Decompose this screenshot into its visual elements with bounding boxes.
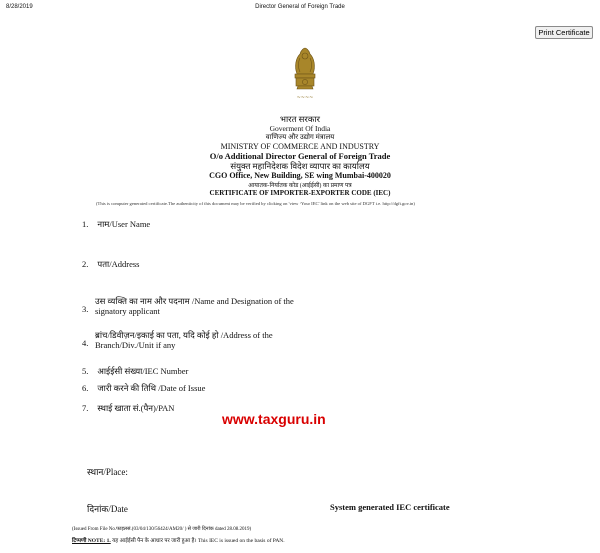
field-pan [82, 398, 174, 416]
field-label: आईईसी संख्या/IEC Number [97, 366, 189, 376]
taxguru-watermark: www.taxguru.in [222, 411, 326, 427]
ministry-english-text: MINISTRY OF COMMERCE AND INDUSTRY [220, 142, 380, 151]
authenticity-note: (This is computer generated certificate.The authenticity of this document may be verified by clicking on 'view ‘Your IEC' link on the web site of DGFT i.e. http://dgft.gov.in) [96, 201, 415, 206]
office-english-text: O/o Additional Director General of Foreign Trade [209, 151, 391, 161]
national-emblem-icon [288, 44, 322, 106]
place-label: स्थान/Place: [87, 467, 128, 477]
svg-text:~~~~: ~~~~ [296, 95, 314, 101]
field-number: 7. [82, 403, 89, 413]
pan-note [72, 536, 285, 544]
issued-from-text: (Issued From File No.फाइलसं.(03/04/130/56424/AM20/ ) से जारी दिनांक dated 28.08.2019) [72, 527, 252, 532]
ministry-hindi-text: वाणिज्य और उद्योग मंत्रालय [265, 133, 335, 141]
field-label: ब्रांच/डिवीज़न/इकाई का पता, यदि कोई हो /Address of the [95, 330, 273, 340]
field-label: पता/Address [97, 259, 140, 269]
field-number: 3. [82, 304, 89, 314]
field-label: जारी करने की तिथि /Date of Issue [97, 383, 206, 393]
system-generated-label: System generated IEC certificate [330, 502, 450, 512]
government-of-india-text: Goverment Of India [269, 124, 331, 133]
office-address-text: CGO Office, New Building, SE wing Mumbai-400020 [209, 171, 391, 180]
bharat-sarkar-heading: भारत सरकार [279, 114, 321, 124]
note-text: यह आईईसी पैन के आधार पर जारी हुआ है। This IEC is issued on the basis of PAN. [110, 538, 285, 544]
print-page-title: Director General of Foreign Trade [255, 4, 345, 10]
office-hindi-text: संयुक्त महानिदेशक विदेश व्यापार का कार्यालय [230, 161, 370, 171]
date-label: दिनांक/Date [87, 504, 128, 514]
print-date: 8/28/2019 [6, 4, 33, 10]
field-user-name [82, 214, 150, 232]
field-label: स्थाई खाता सं.(पैन)/PAN [97, 403, 175, 413]
certificate-title-english: CERTIFICATE OF IMPORTER-EXPORTER CODE (IEC) [209, 189, 391, 197]
field-date-of-issue [82, 378, 205, 396]
certificate-title-hindi: आयातक-निर्यातक कोड (आईईसी) का प्रमाण पत्र [248, 183, 352, 189]
field-address [82, 254, 139, 272]
field-label-continued: Branch/Div./Unit if any [95, 340, 176, 350]
field-number: 6. [82, 383, 89, 393]
field-iec-number [82, 361, 188, 379]
field-number: 5. [82, 366, 89, 376]
print-certificate-button[interactable]: Print Certificate [535, 26, 593, 39]
field-number: 4. [82, 338, 89, 348]
field-number: 1. [82, 219, 89, 229]
field-number: 2. [82, 259, 89, 269]
field-label: उस व्यक्ति का नाम और पदनाम /Name and Designation of the [95, 296, 294, 306]
note-prefix: टिप्पणी NOTE: 1. [72, 538, 111, 544]
field-label: नाम/User Name [97, 219, 151, 229]
field-label-continued: signatory applicant [95, 306, 160, 316]
